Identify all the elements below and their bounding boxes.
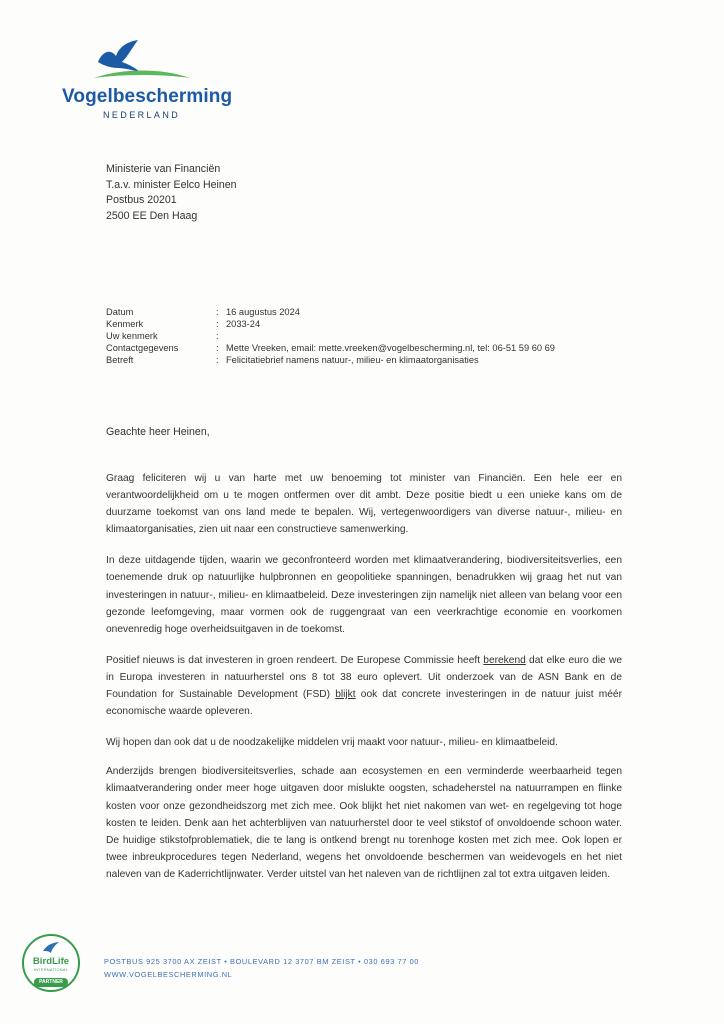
letter-body — [106, 470, 622, 897]
recipient-address — [106, 162, 237, 224]
bird-logo-icon — [92, 38, 192, 84]
paragraph-text: dat elke euro die we in Europa investeren in natuurherstel ons 8 tot 38 euro oplevert. Uit onderzoek van de ASN Bank en de Foundation for Sustainable Development (FSD) — [106, 654, 622, 701]
link-blijkt[interactable]: blijkt — [335, 689, 356, 701]
paragraph — [106, 652, 622, 720]
meta-row-subject — [106, 354, 555, 366]
meta-value: Felicitatiebrief namens natuur-, milieu- en klimaatorganisaties — [226, 355, 479, 366]
bird-icon — [42, 941, 60, 955]
meta-label: Datum — [106, 307, 134, 317]
meta-label: Betreft — [106, 355, 134, 366]
meta-colon: : — [216, 307, 219, 317]
footer-website-link[interactable]: WWW.VOGELBESCHERMING.NL — [104, 970, 233, 979]
badge-intl: INTERNATIONAL — [34, 968, 68, 972]
paragraph-text: ook dat concrete investeringen in de natuur juist méér economische waarde opleveren. — [106, 689, 622, 718]
link-berekend[interactable]: berekend — [483, 654, 526, 666]
meta-value: Mette Vreeken, email: mette.vreeken@vogelbescherming.nl, tel: 06-51 59 60 69 — [226, 343, 555, 354]
address-line: Postbus 20201 — [106, 194, 177, 207]
meta-value: 16 augustus 2024 — [226, 307, 300, 317]
paragraph-text: Positief nieuws is dat investeren in groen rendeert. De Europese Commissie heeft — [106, 654, 484, 666]
meta-colon: : — [216, 319, 219, 330]
meta-label: Uw kenmerk — [106, 331, 158, 342]
badge-name: BirdLife — [32, 956, 70, 967]
meta-colon: : — [216, 343, 219, 354]
address-line: Ministerie van Financiën — [106, 163, 221, 175]
paragraph: Wij hopen dan ook dat u de noodzakelijke middelen vrij maakt voor natuur-, milieu- en klimaatbeleid. — [106, 737, 558, 749]
address-line: T.a.v. minister Eelco Heinen — [106, 178, 237, 191]
badge-partner: PARTNER — [34, 978, 68, 987]
org-name: Vogelbescherming — [62, 86, 233, 107]
footer-contact — [104, 955, 419, 981]
meta-value: 2033-24 — [226, 319, 261, 330]
letter-meta-block — [106, 306, 555, 366]
address-line: 2500 EE Den Haag — [106, 209, 198, 222]
paragraph: In deze uitdagende tijden, waarin we geconfronteerd worden met klimaatverandering, biodiversiteitsverlies, een toenemende druk op natuurlijke hulpbronnen en geopolitieke spanningen, benadrukken wij graag het nut van investeringen in natuur-, milieu- en klimaatbeleid. Deze investeringen zijn namelijk niet alleen van belang voor een gezonde leefomgeving, maar vormen ook de ruggengraat van een veerkrachtige economie en voorkomen onevenredig hoge overheidsuitgaven in de toekomst. — [106, 555, 622, 635]
meta-row-date — [106, 306, 555, 318]
salutation: Geachte heer Heinen, — [106, 426, 210, 438]
vogelbescherming-logo — [62, 38, 232, 122]
meta-row-your-reference — [106, 330, 555, 342]
paragraph: Graag feliciteren wij u van harte met uw benoeming tot minister van Financiën. Een hele eer en verantwoordelijkheid om u te mogen ontfermen over dit ambt. Deze positie biedt u een unieke kans om de duurzame toekomst van ons land mede te bepalen. Wij, vertegenwoordigers van diverse natuur-, milieu- en klimaatorganisaties, zien uit naar een constructieve samenwerking. — [106, 473, 622, 536]
footer-address-line: POSTBUS 925 3700 AX ZEIST • BOULEVARD 12 3707 BM ZEIST • 030 693 77 00 — [104, 957, 420, 966]
meta-label: Kenmerk — [106, 319, 144, 330]
meta-label: Contactgegevens — [106, 343, 179, 354]
meta-colon: : — [216, 355, 219, 366]
meta-colon: : — [216, 331, 219, 342]
birdlife-partner-badge — [22, 934, 80, 992]
meta-row-contact — [106, 342, 555, 354]
org-subtitle: NEDERLAND — [103, 110, 181, 120]
paragraph: Anderzijds brengen biodiversiteitsverlies, schade aan ecosystemen en een verminderde weerbaarheid tegen klimaatverandering onder meer hoge uitgaven door mislukte oogsten, schadeherstel na natuurrampen en flinke kosten voor onze gezondheidszorg met zich mee. Ook blijkt het niet nakomen van wet- en regelgeving tot hoge kosten te leiden. Denk aan het achterblijven van natuurherstel door te veel stikstof of onvoldoende schoon water. De huidige stikstofproblematiek, die te lang is ontkend brengt nu torenhoge kosten met zich mee. Ook lopen er twee inbreukprocedures tegen Nederland, wegens het onvoldoende beschermen van weidevogels en het niet naleven van de Kaderrichtlijnwater. Verder uitstel van het naleven van de richtlijnen zal tot extra uitgaven leiden. — [106, 766, 622, 880]
meta-row-reference — [106, 318, 555, 330]
